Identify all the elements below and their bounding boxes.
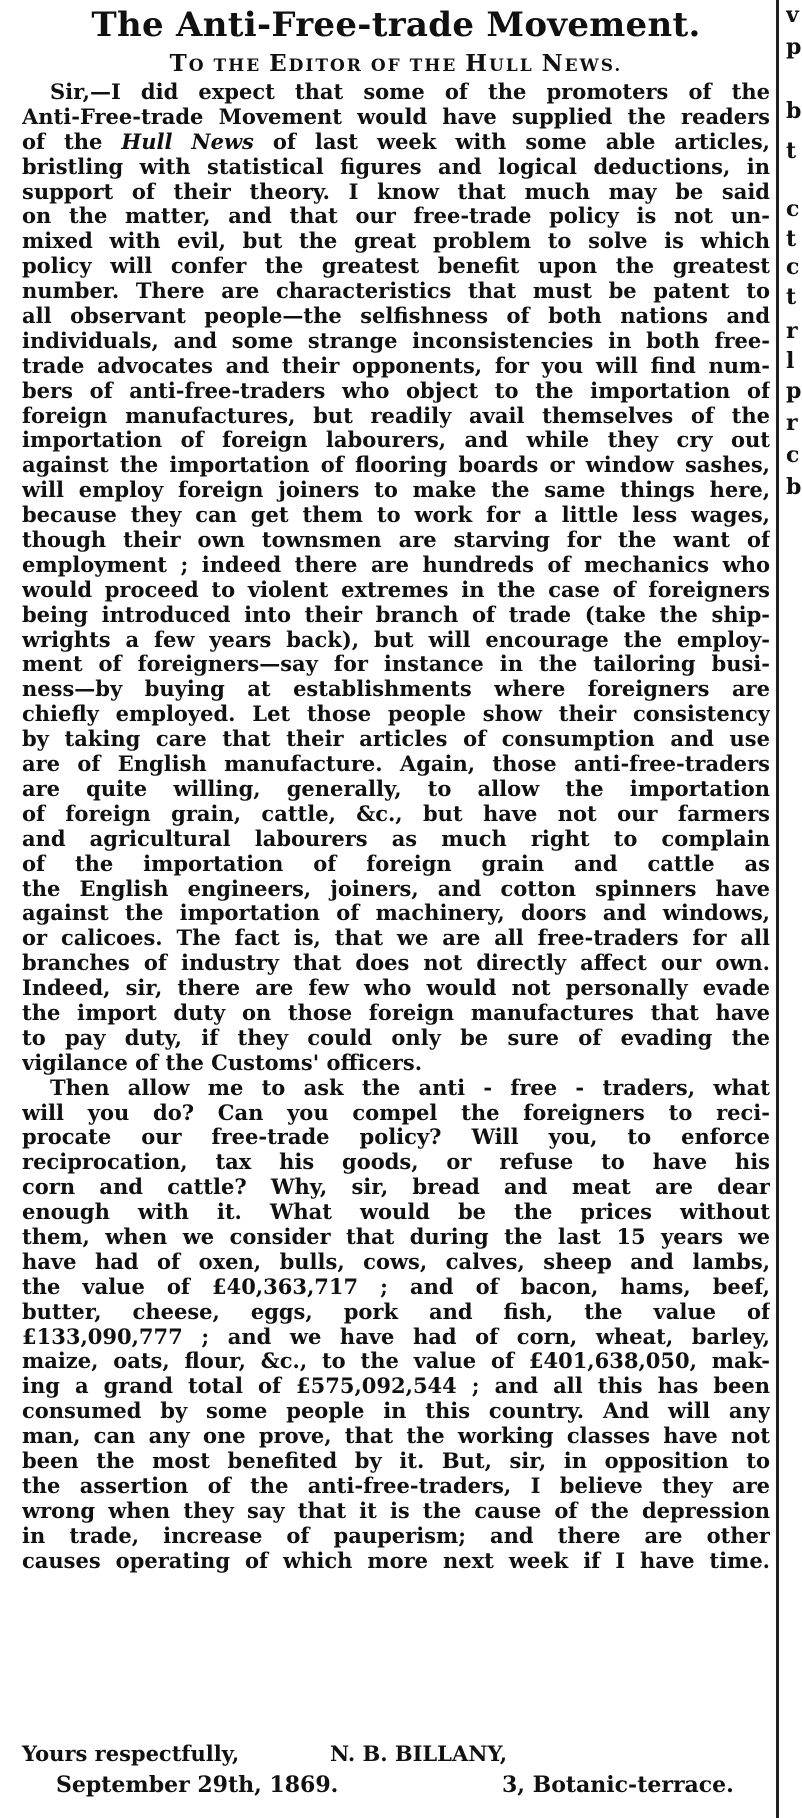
text-line: against the importation of flooring boards or window sashes,	[22, 453, 770, 478]
addressee-hull-initial: H	[465, 50, 489, 77]
letter-date: September 29th, 1869.	[56, 1772, 339, 1798]
text-line: are quite willing, generally, to allow the importation	[22, 776, 770, 801]
text-line: have had of oxen, bulls, cows, calves, sheep and lambs,	[22, 1249, 770, 1274]
fragment-letter: p	[786, 378, 802, 404]
addressee-line	[22, 50, 770, 80]
fragment-letter: c	[786, 196, 800, 222]
fragment-letter: v	[786, 2, 799, 28]
text-line: being introduced into their branch of trade (take the ship-	[22, 602, 770, 627]
fragment-letter: r	[786, 410, 798, 436]
text-line: man, can any one prove, that the working classes have not	[22, 1424, 770, 1449]
addressee-news-rest: EWS.	[564, 56, 623, 76]
text-line: employment ; indeed there are hundreds of mechanics who	[22, 552, 770, 577]
text-line: the value of £40,363,717 ; and of bacon, hams, beef,	[22, 1274, 770, 1299]
text-line: branches of industry that does not directly affect our own.	[22, 951, 770, 976]
addressee-news-initial: N	[541, 50, 565, 77]
text-line: will employ foreign joiners to make the same things here,	[22, 478, 770, 503]
fragment-letter: r	[786, 318, 798, 344]
addressee-hull-rest: ULL	[488, 56, 542, 76]
text-line: and agricultural labourers as much right to complain	[22, 826, 770, 851]
column-rule	[776, 0, 779, 1818]
text-line: wrong when they say that it is the cause of the depression	[22, 1498, 770, 1523]
text-line: trade advocates and their opponents, for you will find num-	[22, 353, 770, 378]
article-column	[22, 0, 770, 1818]
text-line: maize, oats, flour, &c., to the value of £401,638,050, mak-	[22, 1349, 770, 1374]
text-line: of the Hull News of last week with some able articles,	[22, 129, 770, 154]
text-line: of the importation of foreign grain and cattle as	[22, 851, 770, 876]
text-line: against the importation of machinery, doors and windows,	[22, 901, 770, 926]
letter-body	[22, 80, 770, 1573]
text-line: enough with it. What would be the prices without	[22, 1200, 770, 1225]
text-line: all observant people—the selfishness of both nations and	[22, 304, 770, 329]
text-line: the import duty on those foreign manufactures that have	[22, 1000, 770, 1025]
fragment-letter: l	[786, 348, 795, 374]
text-line: ness—by buying at establishments where foreigners are	[22, 677, 770, 702]
text-line: by taking care that their articles of consumption and use	[22, 727, 770, 752]
addressee-to-rest: O THE	[188, 56, 270, 76]
dateline	[22, 1770, 770, 1800]
text-line: though their own townsmen are starving for the want of	[22, 528, 770, 553]
text-line: reciprocation, tax his goods, or refuse to have his	[22, 1150, 770, 1175]
fragment-letter: b	[786, 98, 802, 124]
text-line: in trade, increase of pauperism; and there are other	[22, 1523, 770, 1548]
text-line: policy will confer the greatest benefit upon the greatest	[22, 254, 770, 279]
text-line: on the matter, and that our free-trade policy is not un-	[22, 204, 770, 229]
text-line: ment of foreigners—say for instance in the tailoring busi-	[22, 652, 770, 677]
fragment-letter: t	[786, 284, 797, 310]
fragment-letter: b	[786, 474, 802, 500]
author-address: 3, Botanic-terrace.	[502, 1772, 734, 1798]
text-line: individuals, and some strange inconsistencies in both free-	[22, 328, 770, 353]
text-line: Anti-Free-trade Movement would have supplied the readers	[22, 104, 770, 129]
text-line: the English engineers, joiners, and cotton spinners have	[22, 876, 770, 901]
text-line: foreign manufactures, but readily avail themselves of the	[22, 403, 770, 428]
text-line: of foreign grain, cattle, &c., but have not our farmers	[22, 801, 770, 826]
text-line: ing a grand total of £575,092,544 ; and all this has been	[22, 1374, 770, 1399]
fragment-letter: c	[786, 442, 800, 468]
text-line: because they can get them to work for a little less wages,	[22, 503, 770, 528]
text-line: will you do? Can you compel the foreigners to reci-	[22, 1100, 770, 1125]
text-line: procate our free-trade policy? Will you, to enforce	[22, 1125, 770, 1150]
text-line: number. There are characteristics that must be patent to	[22, 279, 770, 304]
text-line: chiefly employed. Let those people show their consistency	[22, 702, 770, 727]
text-line: vigilance of the Customs' officers.	[22, 1050, 423, 1075]
text-line: been the most benefited by it. But, sir, in opposition to	[22, 1448, 770, 1473]
text-line: wrights a few years back), but will encourage the employ-	[22, 627, 770, 652]
text-line: them, when we consider that during the last 15 years we	[22, 1224, 770, 1249]
text-line: Then allow me to ask the anti - free - traders, what	[50, 1075, 770, 1100]
author-name: N. B. BILLANY,	[330, 1741, 508, 1766]
text-line: Sir,—I did expect that some of the promoters of the	[50, 80, 770, 104]
text-line: would proceed to violent extremes in the case of foreigners	[22, 577, 770, 602]
text-line: the assertion of the anti-free-traders, I believe they are	[22, 1473, 770, 1498]
text-line: to pay duty, if they could only be sure of evading the	[22, 1025, 770, 1050]
fragment-letter: t	[786, 226, 797, 252]
closing-text: Yours respectfully,	[22, 1741, 240, 1766]
text-line: consumed by some people in this country. And will any	[22, 1399, 770, 1424]
text-line: Indeed, sir, there are few who would not personally evade	[22, 976, 770, 1001]
text-line: importation of foreign labourers, and while they cry out	[22, 428, 770, 453]
text-line: corn and cattle? Why, sir, bread and meat are dear	[22, 1175, 770, 1200]
text-line: or calicoes. The fact is, that we are all free-traders for all	[22, 926, 770, 951]
text-line: £133,090,777 ; and we have had of corn, wheat, barley,	[22, 1324, 770, 1349]
addressee-to-initial: T	[169, 50, 189, 77]
addressee-editor-rest: DITOR OF THE	[288, 56, 466, 76]
fragment-letter: p	[786, 34, 802, 60]
newspaper-name: Hull News	[121, 129, 254, 154]
text-line: causes operating of which more next week if I have time.	[22, 1548, 770, 1573]
fragment-letter: t	[786, 138, 797, 164]
text-line: support of their theory. I know that much may be said	[22, 179, 770, 204]
text-line: bers of anti-free-traders who object to the importation of	[22, 378, 770, 403]
text-line: mixed with evil, but the great problem to solve is which	[22, 229, 770, 254]
addressee-editor-initial: E	[269, 50, 289, 77]
article-title: The Anti-Free-trade Movement.	[91, 5, 701, 45]
text-line: bristling with statistical figures and logical deductions, in	[22, 154, 770, 179]
adjacent-column-fragment	[786, 0, 802, 1818]
text-line: butter, cheese, eggs, pork and fish, the value of	[22, 1299, 770, 1324]
signoff-line	[22, 1741, 770, 1767]
fragment-letter: c	[786, 254, 800, 280]
text-line: are of English manufacture. Again, those anti-free-traders	[22, 752, 770, 777]
